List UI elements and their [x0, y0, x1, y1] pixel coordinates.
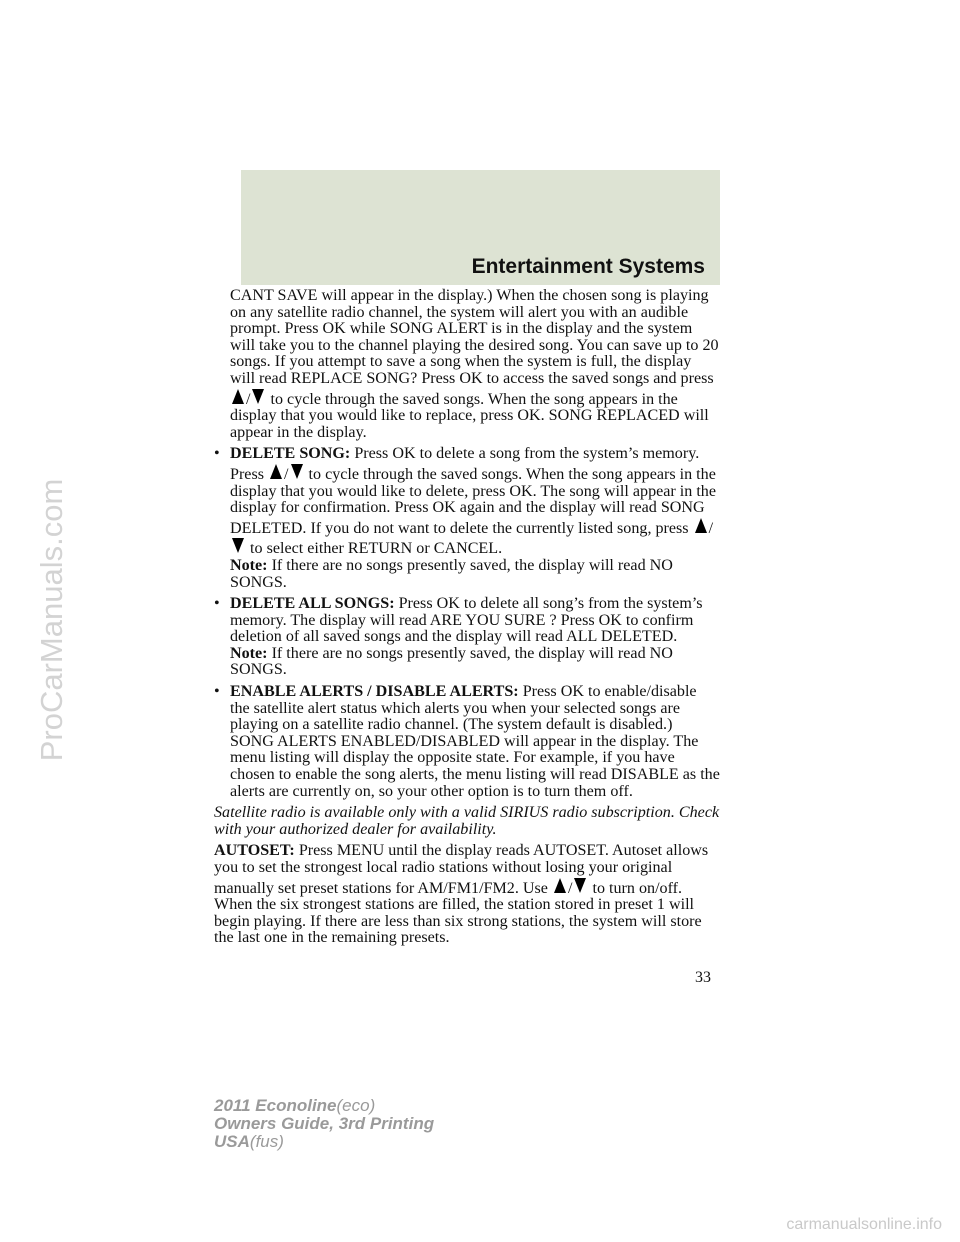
- final-paragraph: When the six strongest stations are filled, the station stored in preset 1 will begin playing. If there are less than six strong stations, the system will store the last one in the remaining presets.: [214, 896, 702, 947]
- delete-song-item: • DELETE SONG: Press OK to delete a song from the system’s memory. Press / to cycle through the saved songs. When the song appears in the display that you would like to delete, press OK. The song will appear in the display for confirmation. Press OK again and the display will read SONG DELETED. If you do not want to delete the currently listed song, press / to select either RETURN or CANCEL.: [214, 445, 716, 558]
- footer-market-line: USA(fus): [214, 1132, 284, 1151]
- body-text: [214, 288, 720, 947]
- down-arrow-icon: [290, 463, 304, 480]
- bullet-dot: •: [214, 445, 220, 463]
- footer-guide-line: Owners Guide, 3rd Printing: [214, 1114, 435, 1133]
- delete-all-label: DELETE ALL SONGS:: [230, 595, 395, 613]
- site-watermark: carmanualsonline.info: [786, 1216, 942, 1233]
- down-arrow-icon: [573, 877, 587, 894]
- bullet-dot: •: [214, 683, 220, 701]
- delete-song-note: Note: If there are no songs presently saved, the display will read NO SONGS.: [230, 556, 673, 591]
- up-arrow-icon: [269, 463, 283, 480]
- delete-all-note: Note: If there are no songs presently saved, the display will read NO SONGS.: [230, 644, 673, 679]
- alerts-item: • ENABLE ALERTS / DISABLE ALERTS: Press OK to enable/disable the satellite alert status which alerts you when your selected songs are playing on a satellite radio channel. (The system default is disabled.) SONG ALERTS ENABLED/DISABLED will appear in the display. The menu listing will display the opposite state. For example, if you have chosen to enable the song alerts, the menu listing will read DISABLE as the alerts are currently on, so your other option is to turn them off.: [214, 683, 720, 800]
- delete-song-label: DELETE SONG:: [230, 445, 351, 463]
- footer: [214, 1097, 434, 1151]
- footer-model-line: 2011 Econoline(eco): [214, 1096, 376, 1115]
- up-arrow-icon: [231, 388, 245, 405]
- down-arrow-icon: [231, 537, 245, 554]
- delete-all-item: • DELETE ALL SONGS: Press OK to delete all song’s from the system’s memory. The display will read ARE YOU SURE ? Press OK to confirm deletion of all saved songs and the display will read ALL DELETED.: [214, 595, 703, 646]
- down-arrow-icon: [251, 388, 265, 405]
- up-arrow-icon: [694, 517, 708, 534]
- section-title: Entertainment Systems: [471, 255, 705, 278]
- page-number: 33: [695, 969, 711, 986]
- up-arrow-icon: [553, 877, 567, 894]
- intro-paragraph: CANT SAVE will appear in the display.) When the chosen song is playing on any satellite radio channel, the system will alert you with an audible prompt. Press OK while SONG ALERT is in the display and the system will take you to the channel playing the desired song. You can save up to 20 songs. If you attempt to save a song when the system is full, the display will read REPLACE SONG? Press OK to access the saved songs and press / to cycle through the saved songs. When the song appears in the display that you would like to replace, press OK. SONG REPLACED will appear in the display.: [230, 287, 719, 441]
- watermark: ProCarManuals.com: [34, 478, 69, 762]
- bullet-dot: •: [214, 595, 220, 613]
- autoset-label: AUTOSET:: [214, 842, 295, 860]
- sirius-note: Satellite radio is available only with a valid SIRIUS radio subscription. Check with your authorized dealer for availability.: [214, 804, 720, 838]
- autoset-paragraph: AUTOSET: Press MENU until the display reads AUTOSET. Autoset allows you to set the strongest local radio stations without losing your original manually set preset stations for AM/FM1/FM2. Use / to turn on/off.: [214, 842, 709, 897]
- alerts-label: ENABLE ALERTS / DISABLE ALERTS:: [230, 683, 519, 701]
